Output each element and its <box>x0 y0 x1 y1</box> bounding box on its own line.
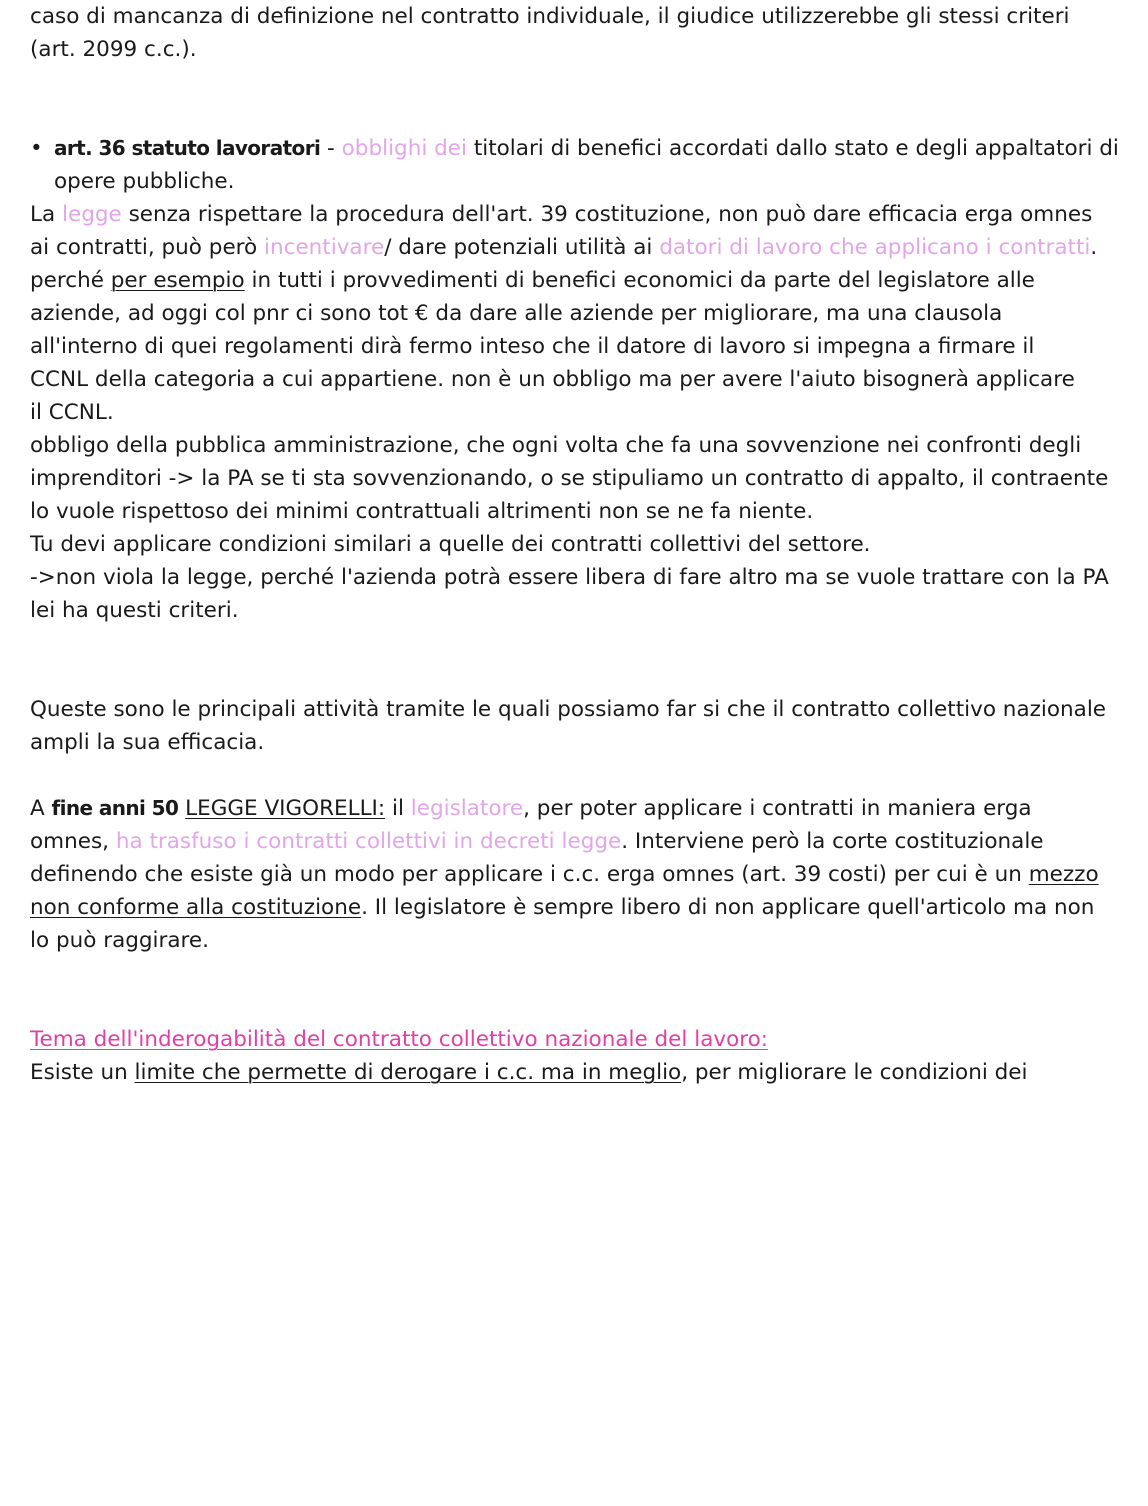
text-line <box>30 363 1075 396</box>
text-segment: . Interviene però la corte costituzionale <box>621 829 1044 854</box>
text-line <box>30 198 1092 231</box>
text-segment: ha trasfuso i contratti collettivi in decreti legge <box>115 829 622 854</box>
text-line <box>30 891 1094 924</box>
text-segment: il <box>385 796 411 821</box>
text-line <box>30 297 1002 330</box>
text-segment: caso di mancanza di definizione nel contratto individuale, il giudice utilizzerebbe gli stessi criteri <box>30 4 1070 29</box>
text-segment: aziende, ad oggi col pnr ci sono tot € da dare alle aziende per migliorare, ma una clausola <box>30 301 1003 326</box>
text-segment: Tu devi applicare condizioni similari a quelle dei contratti collettivi del settore. <box>30 532 871 557</box>
text-line <box>30 264 1035 297</box>
text-line <box>30 561 1109 594</box>
text-segment: LEGGE VIGORELLI: <box>185 796 386 821</box>
text-line <box>30 924 209 957</box>
text-segment: La <box>30 202 62 227</box>
text-segment: per esempio <box>110 268 245 293</box>
text-line <box>54 132 1119 165</box>
text-line <box>30 231 1097 264</box>
text-segment: mezzo <box>1028 862 1099 887</box>
text-line <box>30 726 264 759</box>
text-segment: , per poter applicare i contratti in maniera erga <box>523 796 1032 821</box>
text-segment: ->non viola la legge, perché l'azienda potrà essere libera di fare altro ma se vuole trattare con la PA <box>30 565 1109 590</box>
text-line <box>30 0 1070 33</box>
text-segment: datori di lavoro che applicano i contratti <box>659 235 1091 260</box>
text-segment: lo vuole rispettoso dei minimi contrattuali altrimenti non se ne fa niente. <box>30 499 814 524</box>
text-segment: lo può raggirare. <box>30 928 209 953</box>
text-segment: Tema dell'inderogabilità del contratto collettivo nazionale del lavoro: <box>30 1027 769 1052</box>
text-segment: incentivare <box>264 235 385 260</box>
text-segment: definendo che esiste già un modo per applicare i c.c. erga omnes (art. 39 costi) per cui è un <box>30 862 1029 887</box>
text-segment: all'interno di quei regolamenti dirà fermo inteso che il datore di lavoro si impegna a firmare il <box>30 334 1035 359</box>
text-segment: / dare potenziali utilità ai <box>384 235 660 260</box>
text-segment: obbligo della pubblica amministrazione, che ogni volta che fa una sovvenzione nei confronti degli <box>30 433 1082 458</box>
text-line <box>30 330 1034 363</box>
text-segment: fine anni 50 <box>51 796 179 820</box>
text-segment: imprenditori -> la PA se ti sta sovvenzionando, o se stipuliamo un contratto di appalto, il contraente <box>30 466 1109 491</box>
text-segment: ai contratti, può però <box>30 235 265 260</box>
text-segment: perché <box>30 268 111 293</box>
text-segment: limite che permette di derogare i c.c. ma in meglio <box>134 1060 682 1085</box>
text-line <box>30 33 197 66</box>
text-line <box>30 594 239 627</box>
text-segment: (art. 2099 c.c.). <box>30 37 197 62</box>
text-segment: , per migliorare le condizioni dei <box>681 1060 1028 1085</box>
text-segment: Queste sono le principali attività tramite le quali possiamo far si che il contratto collettivo nazionale <box>30 697 1107 722</box>
text-segment: il CCNL. <box>30 400 114 425</box>
text-segment: - <box>320 136 342 161</box>
text-line <box>30 1056 1027 1089</box>
text-segment: in tutti i provvedimenti di benefici economici da parte del legislatore alle <box>244 268 1035 293</box>
text-line <box>30 825 1044 858</box>
text-segment: Esiste un <box>30 1060 135 1085</box>
text-segment: legge <box>62 202 122 227</box>
text-segment: omnes, <box>30 829 116 854</box>
text-segment: ampli la sua efficacia. <box>30 730 265 755</box>
text-segment: . <box>1090 235 1098 260</box>
text-segment: senza rispettare la procedura dell'art. 39 costituzione, non può dare efficacia erga omnes <box>121 202 1093 227</box>
text-segment: legislatore <box>410 796 524 821</box>
text-segment: lei ha questi criteri. <box>30 598 239 623</box>
section-heading <box>30 1023 768 1056</box>
text-line <box>30 858 1099 891</box>
text-line <box>30 462 1108 495</box>
text-segment: . Il legislatore è sempre libero di non applicare quell'articolo ma non <box>361 895 1095 920</box>
text-line <box>30 396 114 429</box>
text-segment: opere pubbliche. <box>54 169 235 194</box>
text-line <box>30 495 813 528</box>
bullet-marker: • <box>30 136 43 161</box>
text-line <box>54 165 234 198</box>
text-segment: art. 36 statuto lavoratori <box>54 136 321 160</box>
text-segment: non conforme alla costituzione <box>30 895 362 920</box>
text-segment: A <box>30 796 52 821</box>
text-segment: CCNL della categoria a cui appartiene. non è un obbligo ma per avere l'aiuto bisognerà applicare <box>30 367 1075 392</box>
text-line <box>30 528 871 561</box>
text-line <box>30 792 1032 825</box>
text-segment: obblighi dei <box>341 136 467 161</box>
text-line <box>30 429 1081 462</box>
text-segment: titolari di benefici accordati dallo stato e degli appaltatori di <box>466 136 1119 161</box>
text-line <box>30 693 1106 726</box>
